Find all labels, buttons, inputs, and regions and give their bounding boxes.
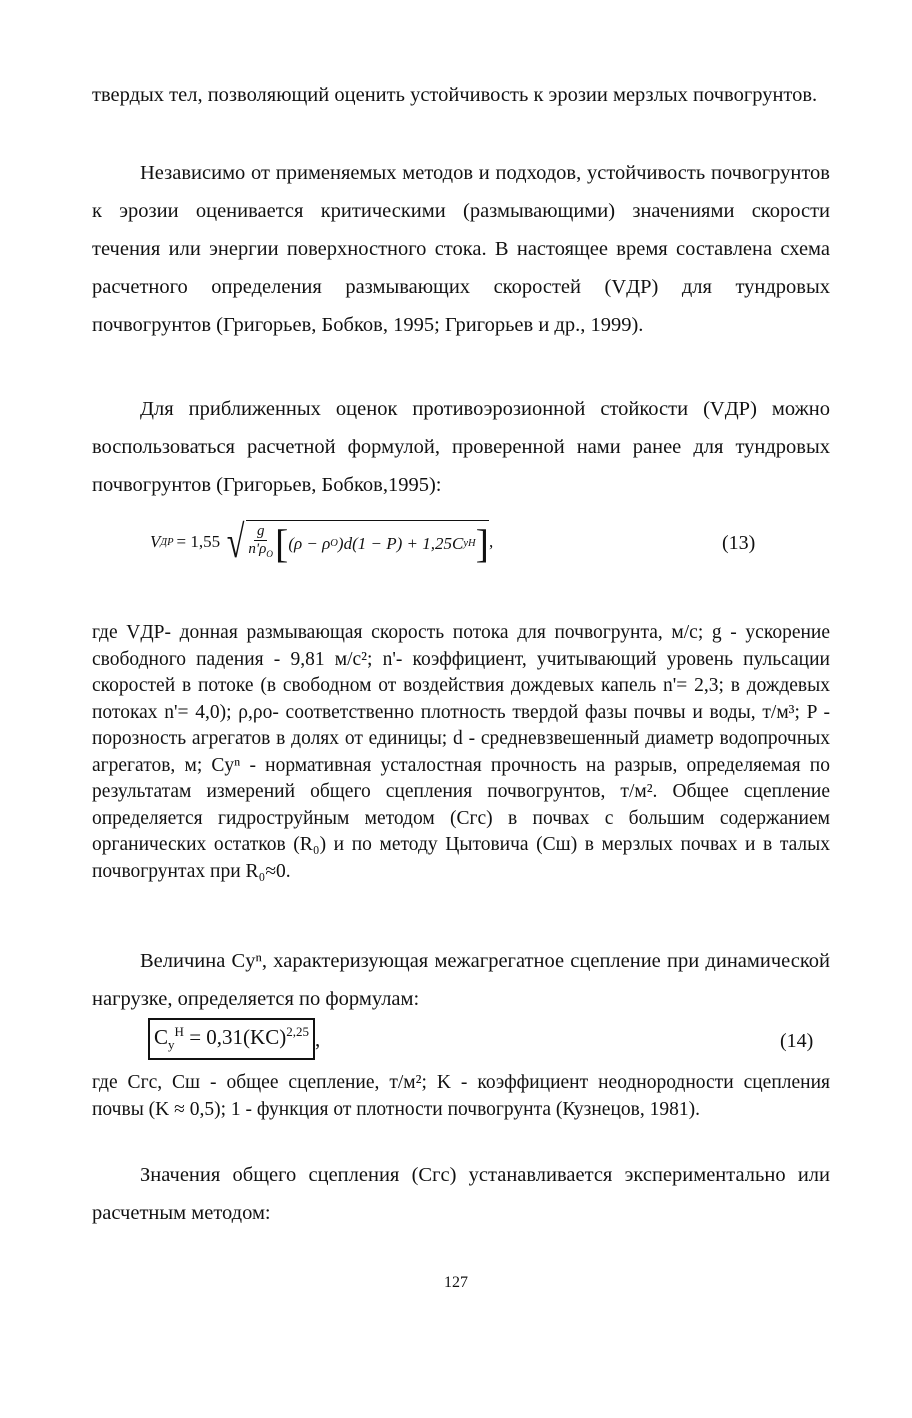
paragraph-2: Независимо от применяемых методов и подходов, устойчивость почвогрунтов к эрозии оценивается критическими (размывающими) значениями скорости течения или энергии поверхностного стока. В настоящее время составлена схема расчетного определения размывающих скоростей (VДР) для тундровых почвогрунтов (Григорьев, Бобков, 1995; Григорьев и др., 1999). (92, 162, 830, 336)
eq13-lhs: V (150, 532, 161, 551)
eq13-body-a-sub: O (330, 538, 338, 549)
eq13-tail: , (488, 532, 494, 551)
formula-14-box (148, 1018, 315, 1059)
eq14-tail: , (314, 1026, 321, 1051)
eq14-rhs-sup: 2,25 (286, 1024, 309, 1040)
eq14-lhs-sup: H (174, 1024, 184, 1040)
eq13-body-c-sub: y (463, 538, 468, 549)
paragraph-7: Значения общего сцепления (Cгс) устанавливается экспериментально или расчетным методом: (92, 1164, 830, 1224)
eq14-rhs: = 0,31(KC) (183, 1025, 287, 1050)
eq13-frac-num: g (254, 523, 268, 541)
eq13-body-b: )d(1 − P) + 1,25C (337, 533, 464, 553)
eq13-frac-den: n'ρ (248, 541, 267, 557)
eq13-body-c-sup: H (468, 538, 476, 549)
eq14-lhs-sub: y (168, 1037, 175, 1053)
sqrt-sign: √ (226, 516, 245, 567)
formula-13 (150, 512, 493, 572)
eq13-radicand (246, 520, 489, 564)
eq13-frac-den-sub: O (266, 550, 274, 560)
paragraph-5: Величина Cуⁿ, характеризующая межагрегатное сцепление при динамической нагрузке, определяется по формулам: (92, 950, 830, 1010)
eq13-body-a: (ρ − ρ (288, 533, 331, 553)
eq14-lhs: C (154, 1025, 169, 1050)
formula-14 (148, 1024, 320, 1054)
equation-number-14: (14) (780, 1030, 814, 1052)
eq13-coef: = 1,55 (176, 532, 221, 551)
page-number: 127 (444, 1274, 468, 1291)
right-bracket: ] (475, 520, 489, 566)
equation-number-13: (13) (722, 532, 756, 554)
eq13-lhs-sub: ДР (160, 536, 174, 548)
left-bracket: [ (275, 520, 289, 566)
paragraph-3: Для приближенных оценок противоэрозионной стойкости (VДР) можно воспользоваться расчетной формулой, проверенной нами ранее для тундровых почвогрунтов (Григорьев, Бобков,1995): (92, 398, 830, 496)
paragraph-4: где VДР- донная размывающая скорость потока для почвогрунта, м/с; g - ускорение свободного падения - 9,81 м/с²; n'- коэффициент, учитывающий уровень пульсации скоростей в потоке (в свободном от воздействия дождевых капель n'= 2,3; в дождевых потоках n'= 4,0); ρ,ρо- соответственно плотность твердой фазы почвы и воды, т/м³; P - порозность агрегатов в долях от единицы; d - средневзвешенный диаметр водопрочных агрегатов, м; Cуⁿ - нормативная усталостная прочность на разрыв, определяемая по результатам измерений общего сцепления почвогрунтов, т/м². Общее сцепление определяется гидроструйным методом (Cгс) в почвах с большим содержанием органических остатков (R₀) и по методу Цытовича (Cш) в мерзлых почвах и в талых почвогрунтах при R₀≈0. (92, 622, 830, 882)
paragraph-1: твердых тел, позволяющий оценить устойчивость к эрозии мерзлых почвогрунтов. (92, 84, 818, 106)
paragraph-6: где Cгс, Cш - общее сцепление, т/м²; K - коэффициент неоднородности сцепления почвы (K ≈ 0,5); 1 - функция от плотности почвогрунта (Кузнецов, 1981). (92, 1072, 830, 1120)
eq13-fraction (248, 523, 273, 564)
